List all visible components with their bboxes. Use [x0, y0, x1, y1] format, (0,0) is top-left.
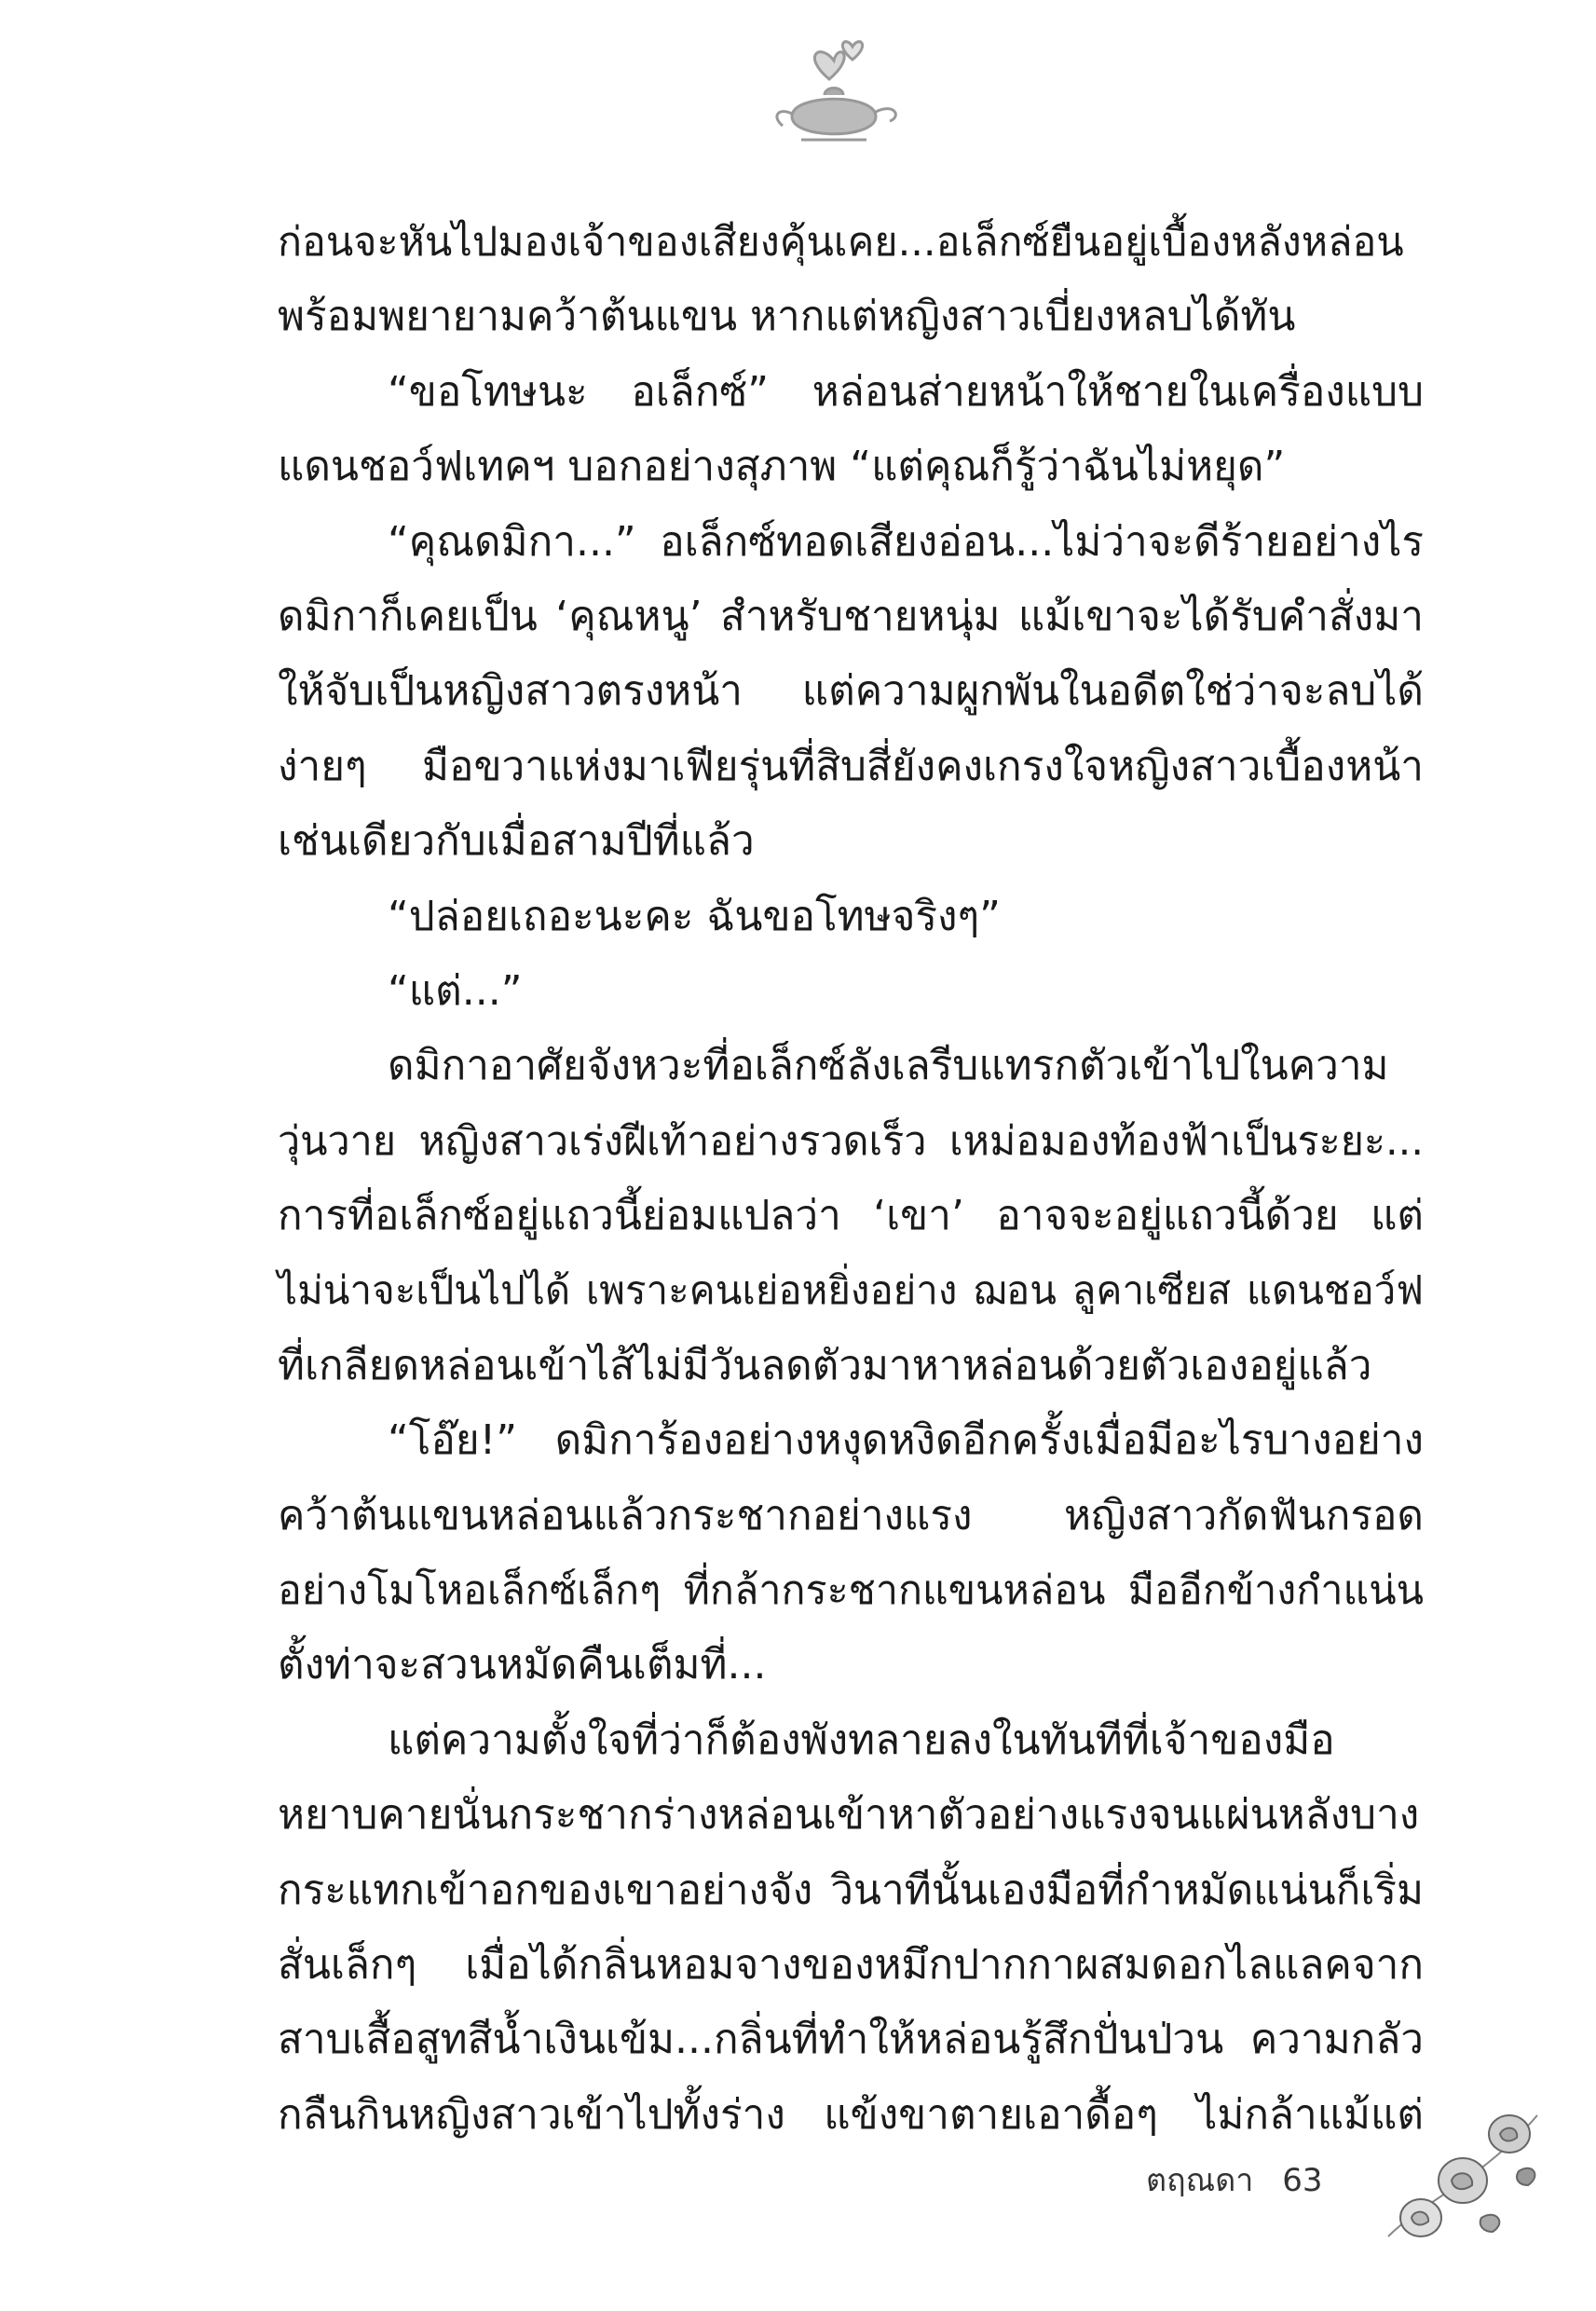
page-number: 63 — [1282, 2162, 1323, 2199]
text-line: “คุณดมิกา...” อเล็กซ์ทอดเสียงอ่อน...ไม่ว่าจะดีร้ายอย่างไร — [388, 517, 1424, 566]
text-line: ให้จับเป็นหญิงสาวตรงหน้า แต่ความผูกพันในอดีตใช่ว่าจะลบได้ — [278, 667, 1424, 716]
text-line: สาบเสื้อสูทสีน้ำเงินเข้ม...กลิ่นที่ทำให้หล่อนรู้สึกปั่นป่วน ความกลัว — [278, 2016, 1424, 2064]
text-line: กลืนกินหญิงสาวเข้าไปทั้งร่าง แข้งขาตายเอาดื้อๆ ไม่กล้าแม้แต่ — [278, 2090, 1424, 2139]
text-line: เช่นเดียวกับเมื่อสามปีที่แล้ว — [278, 817, 755, 866]
text-line: แดนชอว์ฟเทคฯ บอกอย่างสุภาพ “แต่คุณก็รู้ว่าฉันไม่หยุด” — [278, 443, 1286, 491]
body-text — [278, 205, 1424, 2153]
text-line: กระแทกเข้าอกของเขาอย่างจัง วินาทีนั้นเองมือที่กำหมัดแน่นก็เริ่ม — [278, 1866, 1424, 1914]
text-line: การที่อเล็กซ์อยู่แถวนี้ย่อมแปลว่า ‘เขา’ อาจจะอยู่แถวนี้ด้วย แต่ — [278, 1192, 1424, 1240]
text-line: “ปล่อยเถอะนะคะ ฉันขอโทษจริงๆ” — [388, 892, 1001, 940]
text-line: ดมิกาอาศัยจังหวะที่อเล็กซ์ลังเลรีบแทรกตัวเข้าไปในความ — [388, 1042, 1389, 1090]
text-line: พร้อมพยายามคว้าต้นแขน หากแต่หญิงสาวเบี่ยงหลบได้ทัน — [278, 293, 1296, 341]
text-line: ง่ายๆ มือขวาแห่งมาเฟียรุ่นที่สิบสี่ยังคงเกรงใจหญิงสาวเบื้องหน้า — [278, 742, 1424, 790]
text-line: “แต่...” — [388, 966, 523, 1015]
text-line: ไม่น่าจะเป็นไปได้ เพราะคนเย่อหยิ่งอย่าง ฌอน ลูคาเซียส แดนชอว์ฟ — [278, 1267, 1424, 1314]
text-line: ก่อนจะหันไปมองเจ้าของเสียงคุ้นเคย...อเล็กซ์ยืนอยู่เบื้องหลังหล่อน — [278, 219, 1404, 266]
text-line: “ขอโทษนะ อเล็กซ์” หล่อนส่ายหน้าให้ชายในเครื่องแบบ — [388, 367, 1424, 416]
text-line: “โอ๊ย!” ดมิการ้องอย่างหงุดหงิดอีกครั้งเมื่อมีอะไรบางอย่าง — [388, 1416, 1424, 1465]
page-footer — [1146, 2153, 1322, 2208]
text-line: ตั้งท่าจะสวนหมัดคืนเต็มที่... — [278, 1641, 767, 1689]
teapot-with-hearts-icon — [764, 28, 904, 163]
book-title: ตฤณดา — [1146, 2162, 1254, 2199]
text-line: หยาบคายนั่นกระชากร่างหล่อนเข้าหาตัวอย่างแรงจนแผ่นหลังบาง — [278, 1791, 1420, 1839]
text-line: คว้าต้นแขนหล่อนแล้วกระชากอย่างแรง หญิงสาวกัดฟันกรอด — [278, 1491, 1424, 1539]
text-line: วุ่นวาย หญิงสาวเร่งฝีเท้าอย่างรวดเร็ว เหม่อมองท้องฟ้าเป็นระยะ... — [278, 1117, 1424, 1165]
text-line: แต่ความตั้งใจที่ว่าก็ต้องพังทลายลงในทันทีที่เจ้าของมือ — [388, 1716, 1335, 1764]
text-line: ดมิกาก็เคยเป็น ‘คุณหนู’ สำหรับชายหนุ่ม แม้เขาจะได้รับคำสั่งมา — [278, 592, 1424, 640]
text-line: อย่างโมโหอเล็กซ์เล็กๆ ที่กล้ากระชากแขนหล่อน มืออีกข้างกำแน่น — [278, 1567, 1424, 1615]
text-line: สั่นเล็กๆ เมื่อได้กลิ่นหอมจางของหมึกปากกาผสมดอกไลแลคจาก — [278, 1940, 1424, 1989]
roses-icon — [1370, 2097, 1547, 2264]
text-line: ที่เกลียดหล่อนเข้าไส้ไม่มีวันลดตัวมาหาหล่อนด้วยตัวเองอยู่แล้ว — [278, 1341, 1372, 1389]
